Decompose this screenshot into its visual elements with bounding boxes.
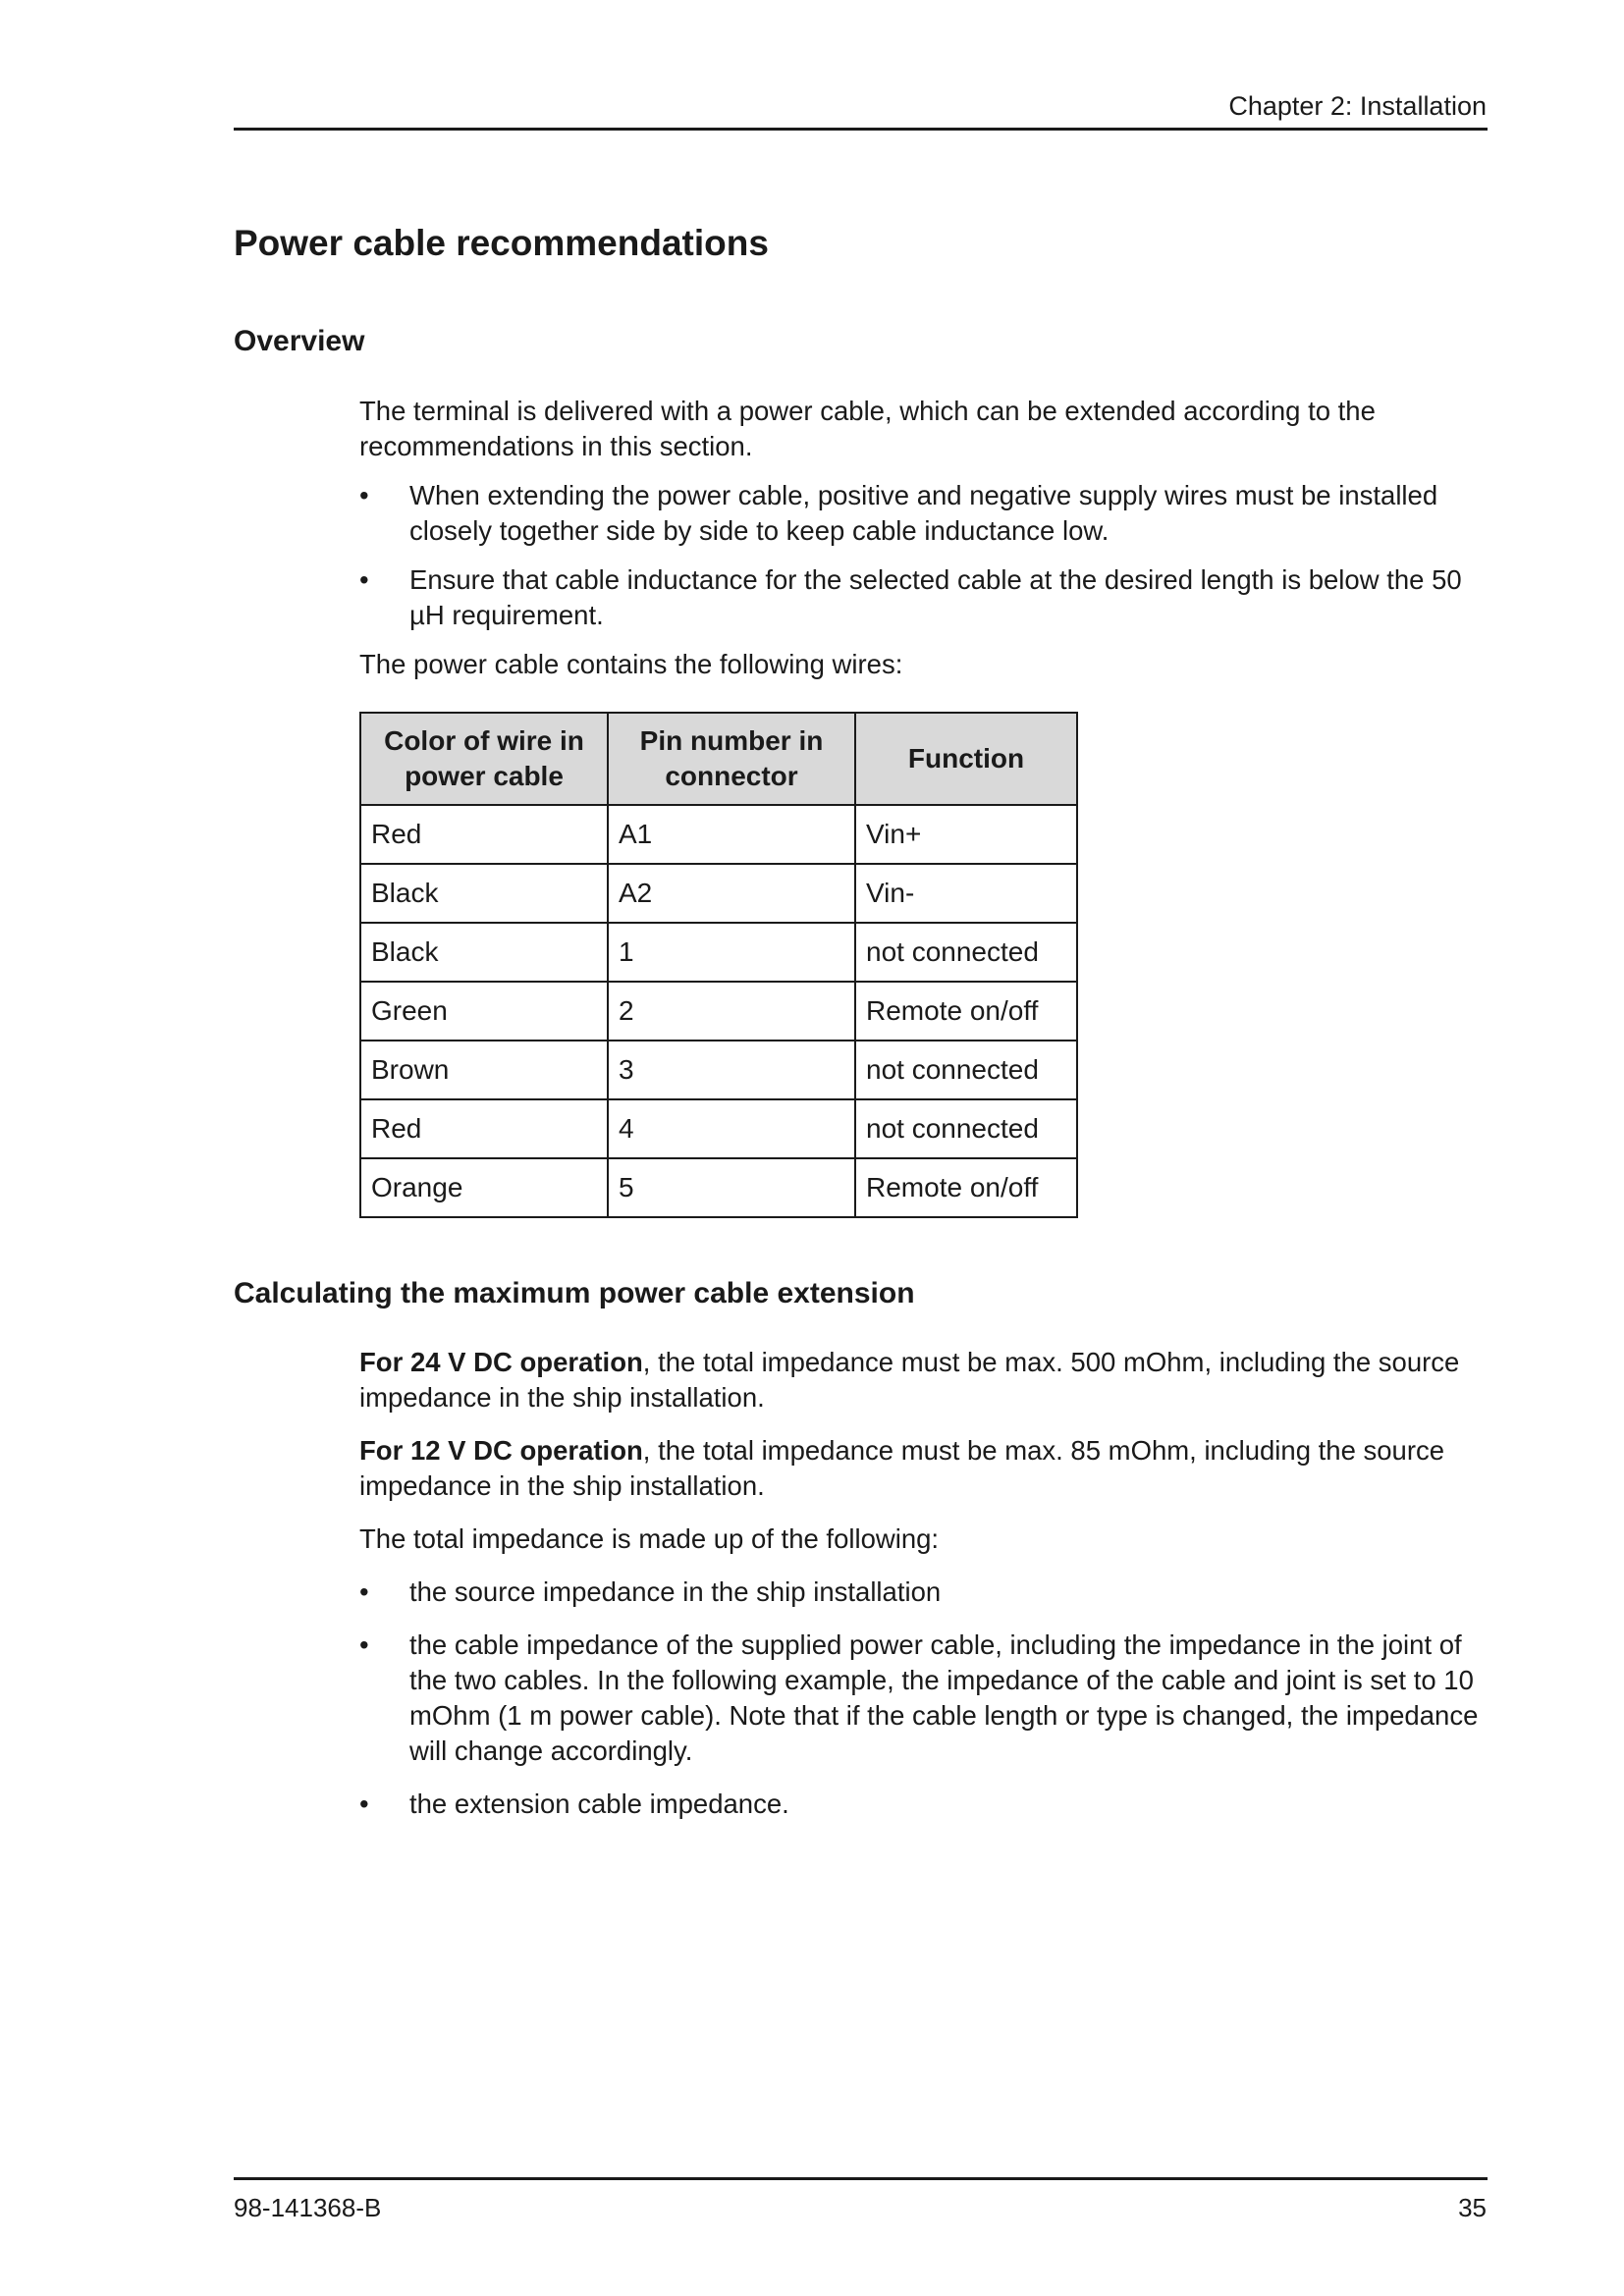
cell-color: Brown xyxy=(360,1041,608,1099)
cell-pin: 5 xyxy=(608,1158,855,1217)
cell-color: Black xyxy=(360,923,608,982)
document-number: 98-141368-B xyxy=(234,2193,382,2222)
page-number: 35 xyxy=(1458,2193,1487,2222)
table-row xyxy=(360,1041,1077,1099)
cell-function: not connected xyxy=(855,923,1077,982)
table-row xyxy=(360,1099,1077,1158)
cell-color: Red xyxy=(360,805,608,864)
calc-24v-bold: For 24 V DC operation xyxy=(359,1347,643,1377)
table-intro: The power cable contains the following wires: xyxy=(359,649,903,679)
header-rule xyxy=(234,128,1488,131)
overview-section xyxy=(359,394,1489,682)
overview-bullet-1: • When extending the power cable, positive and negative supply wires must be installed closely together side by side to keep cable inductance low. xyxy=(359,478,1489,549)
cell-function: Remote on/off xyxy=(855,1158,1077,1217)
cell-function: not connected xyxy=(855,1041,1077,1099)
calc-section xyxy=(359,1345,1489,1822)
cell-pin: A2 xyxy=(608,864,855,923)
cell-function: Vin- xyxy=(855,864,1077,923)
table-row xyxy=(360,923,1077,982)
cell-pin: A1 xyxy=(608,805,855,864)
cell-function: not connected xyxy=(855,1099,1077,1158)
cell-pin: 1 xyxy=(608,923,855,982)
cell-function: Vin+ xyxy=(855,805,1077,864)
overview-heading: Overview xyxy=(234,325,365,357)
table-row xyxy=(360,982,1077,1041)
calc-12v-text: , the total impedance must be max. 85 mOhm, including the source impedance in the ship installation. xyxy=(359,1435,1445,1501)
cell-pin: 4 xyxy=(608,1099,855,1158)
calc-12v-bold: For 12 V DC operation xyxy=(359,1435,643,1466)
calc-24v-text: , the total impedance must be max. 500 mOhm, including the source impedance in the ship installation. xyxy=(359,1347,1460,1413)
table-row xyxy=(360,864,1077,923)
chapter-header: Chapter 2: Installation xyxy=(1228,91,1487,121)
cell-color: Orange xyxy=(360,1158,608,1217)
cell-color: Green xyxy=(360,982,608,1041)
header-pin: Pin number in connector xyxy=(608,713,855,805)
cell-function: Remote on/off xyxy=(855,982,1077,1041)
header-function: Function xyxy=(855,713,1077,805)
calc-list-intro: The total impedance is made up of the following: xyxy=(359,1523,940,1554)
footer-rule xyxy=(234,2177,1488,2180)
calc-heading: Calculating the maximum power cable extension xyxy=(234,1277,915,1309)
calc-bullet-2: • the cable impedance of the supplied power cable, including the impedance in the joint of the two cables. In the following example, the impedance of the cable and joint is set to 10 mOhm (1 m power cable). Note that if the cable length or type is changed, the impedance will change accordingly. xyxy=(359,1628,1489,1769)
calc-bullet-3: • the extension cable impedance. xyxy=(359,1787,1489,1822)
table-header-row xyxy=(360,713,1077,805)
table-row xyxy=(360,805,1077,864)
table-row xyxy=(360,1158,1077,1217)
cell-pin: 3 xyxy=(608,1041,855,1099)
page-title: Power cable recommendations xyxy=(234,223,769,263)
overview-bullet-2: • Ensure that cable inductance for the selected cable at the desired length is below the 50 µH requirement. xyxy=(359,562,1489,633)
calc-bullet-1: • the source impedance in the ship installation xyxy=(359,1575,1489,1610)
cell-color: Black xyxy=(360,864,608,923)
cell-pin: 2 xyxy=(608,982,855,1041)
overview-intro: The terminal is delivered with a power cable, which can be extended according to the recommendations in this section. xyxy=(359,396,1376,461)
calc-24v-paragraph xyxy=(359,1345,1489,1415)
wire-table xyxy=(359,712,1078,1218)
calc-12v-paragraph xyxy=(359,1433,1489,1504)
cell-color: Red xyxy=(360,1099,608,1158)
header-color: Color of wire in power cable xyxy=(360,713,608,805)
